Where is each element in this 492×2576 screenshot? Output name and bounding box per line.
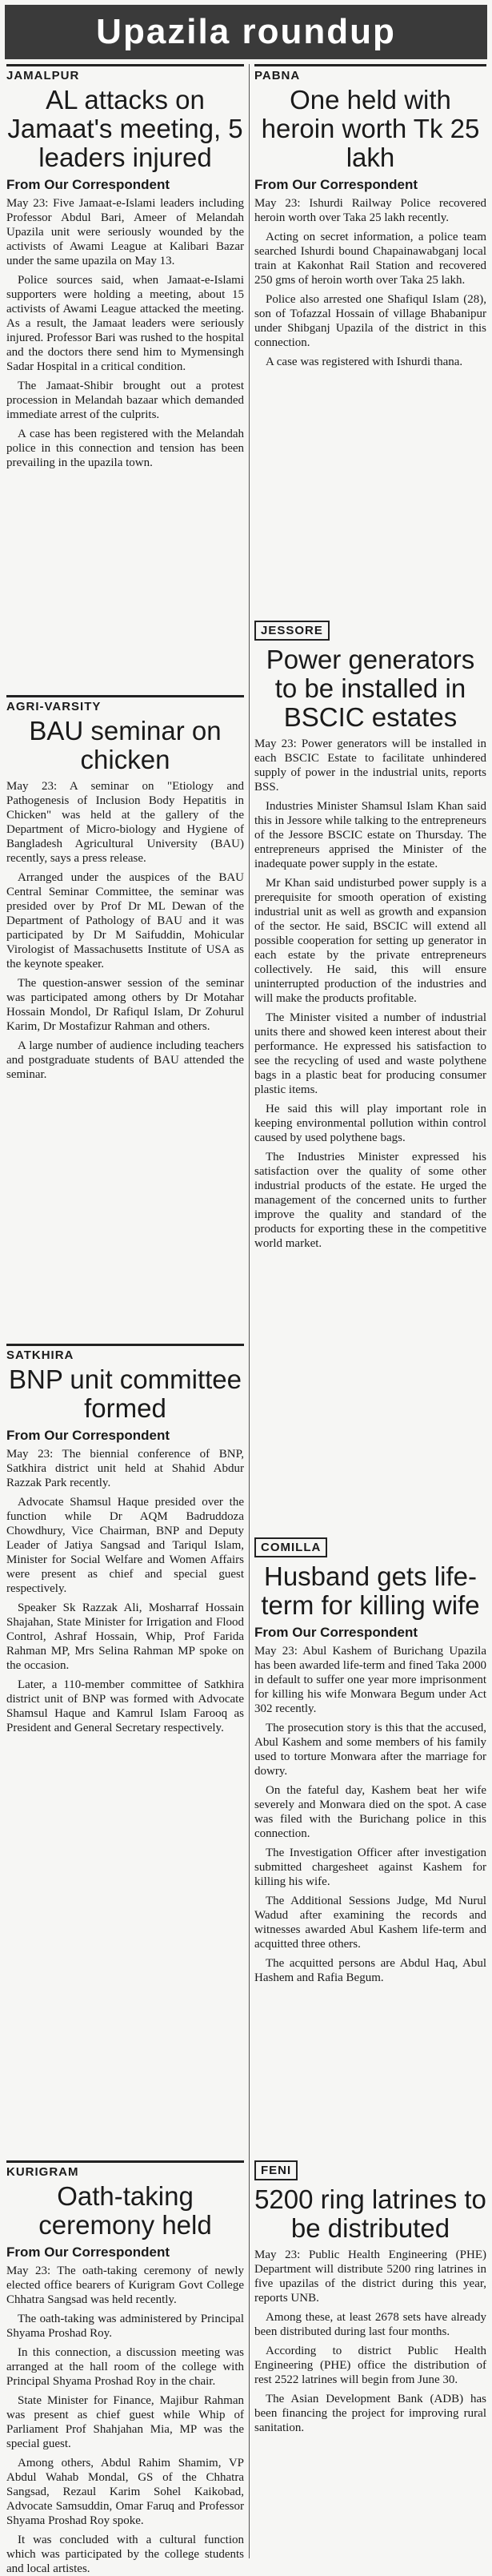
headline: BNP unit committee formed xyxy=(8,1364,242,1423)
headline: One held with heroin worth Tk 25 lakh xyxy=(261,85,480,172)
headline: Power generators to be installed in BSCIC estates xyxy=(266,645,475,732)
article-paragraph: The oath-taking was administered by Principal Shyama Proshad Roy. xyxy=(6,2313,244,2340)
article-paragraph: Police also arrested one Shafiqul Islam (28), son of Tofazzal Hossain of village Bhabanipur under Shibganj Upazila of the district in this connection. xyxy=(254,293,486,349)
article-paragraph: May 23: Public Health Engineering (PHE) Department will distribute 5200 ring latrines in five upazilas of the district during this year, reports UNB. xyxy=(254,2248,486,2305)
story-pabna xyxy=(254,64,486,609)
section-label: SATKHIRA xyxy=(6,1344,244,1362)
article-paragraph: The Additional Sessions Judge, Md Nurul Wadud after examining the records and witnesses awarded Abul Kashem life-term and acquitted three others. xyxy=(254,1895,486,1951)
article-paragraph: The question-answer session of the seminar was participated among others by Dr Motahar Hossain Mondol, Dr Rafiqul Islam, Dr Zohurul Karim, Dr Mostafizur Rahman and others. xyxy=(6,977,244,1033)
article-paragraph: It was concluded with a cultural function which was participated by the college students and local artistes. xyxy=(6,2534,244,2575)
headline: AL attacks on Jamaat's meeting, 5 leaders injured xyxy=(7,85,243,172)
article-paragraph: The Asian Development Bank (ADB) has been financing the project for improving rural sanitation. xyxy=(254,2393,486,2434)
article-paragraph: The Jamaat-Shibir brought out a protest procession in Melandah bazaar which demanded immediate arrest of the culprits. xyxy=(6,380,244,421)
article-paragraph: A large number of audience including teachers and postgraduate students of BAU attended the seminar. xyxy=(6,1039,244,1081)
section-label: JAMALPUR xyxy=(6,64,244,82)
section-label: AGRI-VARSITY xyxy=(6,695,244,713)
article-paragraph: May 23: The oath-taking ceremony of newly elected office bearers of Kurigram Govt College Chhatra Sangsad was held recently. xyxy=(6,2265,244,2306)
article-paragraph: Arranged under the auspices of the BAU Central Seminar Committee, the seminar was presided over by Prof Dr ML Dewan of the Department of Pathology of BAU and it was participated by Dr M Saifuddin, Mohicular Virologist of Massachusetts Institute of USA as the keynote speaker. xyxy=(6,871,244,971)
article-paragraph: Among these, at least 2678 sets have already been distributed during last four months. xyxy=(254,2311,486,2338)
story-feni xyxy=(254,2160,486,2561)
article-paragraph: According to district Public Health Engineering (PHE) office the distribution of rest 2522 latrines will begin from June 30. xyxy=(254,2345,486,2386)
section-label: COMILLA xyxy=(254,1537,327,1557)
article-paragraph: May 23: Abul Kashem of Burichang Upazila has been awarded life-term and fined Taka 2000 in default to suffer one year more imprisonment for killing his wife Monwara Begum under Act 302 recently. xyxy=(254,1645,486,1715)
article-paragraph: May 23: Ishurdi Railway Police recovered heroin worth over Taka 25 lakh recently. xyxy=(254,197,486,224)
byline: From Our Correspondent xyxy=(6,1428,170,1443)
article-paragraph: Among others, Abdul Rahim Shamim, VP Abdul Wahab Mondal, GS of the Chhatra Sangsad, Rezaul Karim Sohel Kaikobad, Advocate Samsuddin, Omar Faruq and Professor Shyama Proshad Roy spoke. xyxy=(6,2457,244,2527)
article-paragraph: On the fateful day, Kashem beat her wife severely and Monwara died on the spot. A case was filed with the Burichang police in this connection. xyxy=(254,1784,486,1840)
story-jamalpur xyxy=(6,64,244,689)
byline: From Our Correspondent xyxy=(6,177,170,192)
article-paragraph: Later, a 110-member committee of Satkhira district unit of BNP was formed with Advocate Shamsul Haque and Kamrul Islam Farooq as President and General Secretary respectively. xyxy=(6,1678,244,1734)
headline: Oath-taking ceremony held xyxy=(38,2181,212,2240)
story-comilla xyxy=(254,1537,486,2146)
article-paragraph: Mr Khan said undisturbed power supply is a prerequisite for smooth operation of existing industrial unit as well as growth and expansion of the sector. He said, BSCIC will extend all possible cooperation for setting up generator in each estate by the private entrepreneurs collectively. He said, this will ensure uninterrupted production of the industries and will make the products profitable. xyxy=(254,877,486,1005)
article-paragraph: A case has been registered with the Melandah police in this connection and tension has been prevailing in the upazila town. xyxy=(6,428,244,469)
article-paragraph: The Minister visited a number of industrial units there and showed keen interest about their performance. He expressed his satisfaction to see the recycling of used and waste polythene bags in a plastic beat for producing consumer plastic items. xyxy=(254,1011,486,1096)
headline: 5200 ring latrines to be distributed xyxy=(254,2184,486,2243)
headline: Husband gets life-term for killing wife xyxy=(261,1561,480,1620)
article-paragraph: Acting on secret information, a police team searched Ishurdi bound Chapainawabganj local train at Kakonhat Rail Station and recovered 250 gms of heroin worth over Taka 25 lakh. xyxy=(254,231,486,287)
article-paragraph: He said this will play important role in keeping environmental pollution within control caused by used polythene bags. xyxy=(254,1103,486,1144)
article-paragraph: May 23: The biennial conference of BNP, Satkhira district unit held at Shahid Abdur Razzak Park recently. xyxy=(6,1448,244,1489)
story-satkhira xyxy=(6,1344,244,2152)
byline: From Our Correspondent xyxy=(6,2244,170,2260)
article-paragraph: In this connection, a discussion meeting was arranged at the hall room of the college with Principal Shyama Proshad Roy in the chair. xyxy=(6,2346,244,2388)
article-paragraph: Speaker Sk Razzak Ali, Mosharraf Hossain Shajahan, State Minister for Irrigation and Flood Control, Ashraf Hossain, Whip, Prof Farida Rahman MP, Mrs Selina Rahman MP spoke on the occasion. xyxy=(6,1601,244,1672)
article-paragraph: State Minister for Finance, Majibur Rahman was present as chief guest while Whip of Parliament Prof Shahjahan Mia, MP was the special guest. xyxy=(6,2394,244,2450)
byline: From Our Correspondent xyxy=(254,177,418,192)
article-paragraph: The acquitted persons are Abdul Haq, Abul Hashem and Rafia Begum. xyxy=(254,1957,486,1984)
article-paragraph: May 23: Five Jamaat-e-Islami leaders including Professor Abdul Bari, Ameer of Melandah Upazila unit were seriously wounded by the activists of Awami League at Kalibari Bazar under the same upazila on May 13. xyxy=(6,197,244,267)
article-paragraph: The Investigation Officer after investigation submitted chargesheet against Kashem for killing his wife. xyxy=(254,1847,486,1888)
page-banner: Upazila roundup xyxy=(5,5,487,59)
section-label: FENI xyxy=(254,2160,298,2180)
headline: BAU seminar on chicken xyxy=(29,716,222,774)
article-paragraph: The prosecution story is this that the accused, Abul Kashem and some members of his family used to torture Monwara after the marriage for dowry. xyxy=(254,1722,486,1778)
article-paragraph: Advocate Shamsul Haque presided over the function while Dr AQM Badruddoza Chowdhury, Vice Chairman, BNP and Deputy Leader of Jatiya Sangsad and Tariqul Islam, Minister for Social Welfare and Women Affairs were present as chief and special guest respectively. xyxy=(6,1496,244,1595)
article-paragraph: Industries Minister Shamsul Islam Khan said this in Jessore while talking to the entrepreneurs of the Jessore BSCIC estate on Thursday. The entrepreneurs apprised the Minister of the inadequate power supply in the estate. xyxy=(254,800,486,870)
story-jessore xyxy=(254,621,486,1525)
column-divider xyxy=(249,64,250,2558)
story-agri-varsity xyxy=(6,695,244,1328)
byline: From Our Correspondent xyxy=(254,1625,418,1640)
section-label: JESSORE xyxy=(254,621,330,641)
story-kurigram xyxy=(6,2160,244,2575)
article-paragraph: May 23: A seminar on "Etiology and Pathogenesis of Inclusion Body Hepatitis in Chicken" was held at the gallery of the Department of Micro-biology and Hygiene of Bangladesh Agricultural University (BAU) recently, says a press release. xyxy=(6,780,244,865)
article-paragraph: May 23: Power generators will be installed in each BSCIC Estate to facilitate unhindered supply of power in the industrial units, reports BSS. xyxy=(254,737,486,794)
article-paragraph: Police sources said, when Jamaat-e-Islami supporters were holding a meeting, about 15 activists of Awami League attacked the meeting. As a result, the Jamaat leaders were seriously injured. Professor Bari was rushed to the hospital and the doctors there send him to Mymensingh Sadar Hospital in a critical condition. xyxy=(6,274,244,373)
section-label: KURIGRAM xyxy=(6,2160,244,2179)
article-paragraph: A case was registered with Ishurdi thana. xyxy=(266,356,463,368)
section-label: PABNA xyxy=(254,64,486,82)
article-paragraph: The Industries Minister expressed his satisfaction over the quality of some other industrial products of the estate. He urged the management of the concerned units to further improve the quality and standard of the products for exporting these in the competitive world market. xyxy=(254,1151,486,1250)
